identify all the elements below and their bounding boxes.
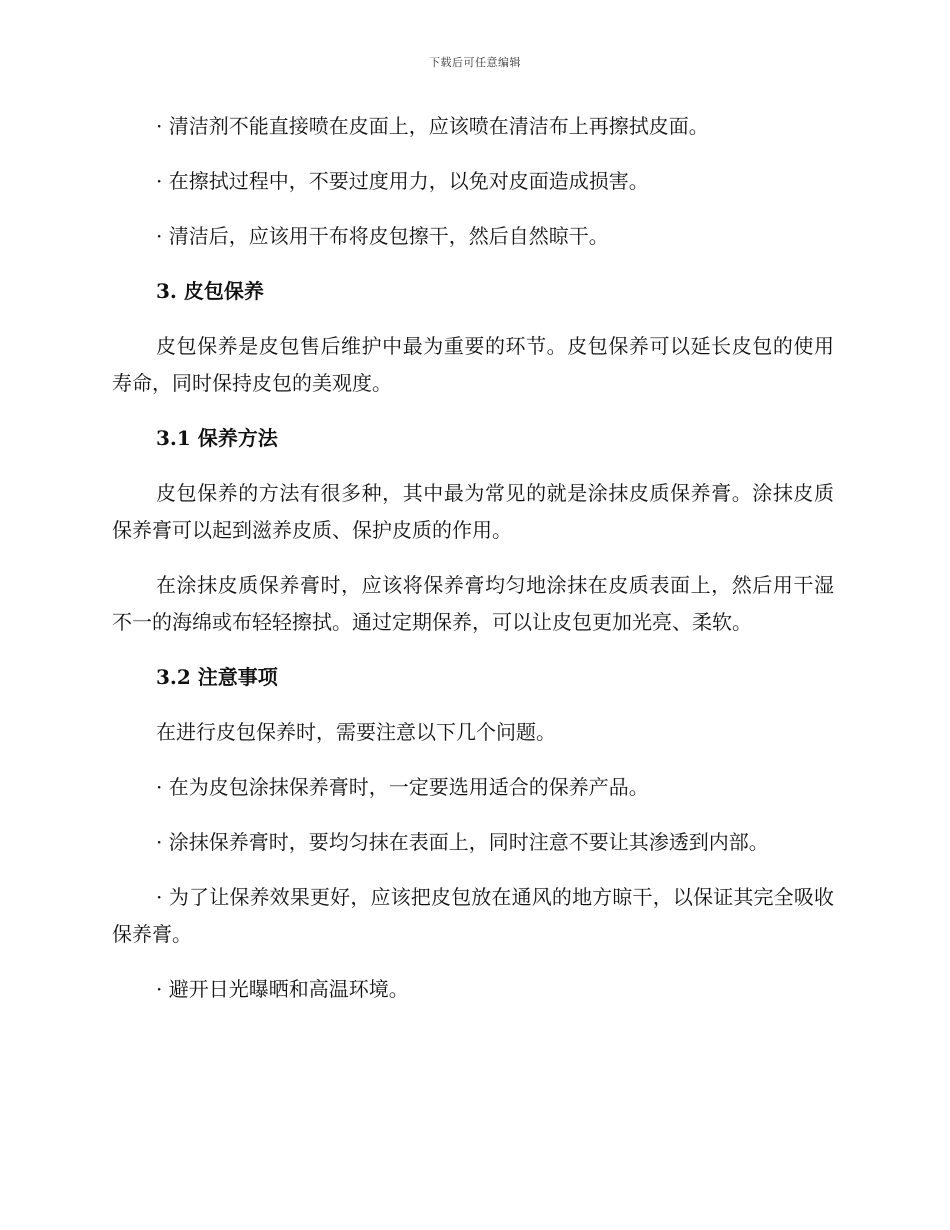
document-body bbox=[112, 108, 834, 1026]
section-3-1-paragraph: 皮包保养的方法有很多种，其中最为常见的就是涂抹皮质保养膏。涂抹皮质保养膏可以起到滋养皮质、保护皮质的作用。 bbox=[112, 481, 834, 542]
bullet-item: · 清洁剂不能直接喷在皮面上，应该喷在清洁布上再擦拭皮面。 bbox=[156, 114, 709, 138]
section-3-1-paragraph: 在涂抹皮质保养膏时，应该将保养膏均匀地涂抹在皮质表面上，然后用干湿不一的海绵或布轻轻擦拭。通过定期保养，可以让皮包更加光亮、柔软。 bbox=[112, 573, 834, 634]
bullet-item: · 清洁后，应该用干布将皮包擦干，然后自然晾干。 bbox=[156, 224, 609, 248]
bullet-item: · 为了让保养效果更好，应该把皮包放在通风的地方晾干，以保证其完全吸收保养膏。 bbox=[112, 885, 834, 946]
section-heading-3-2: 3.2 注意事项 bbox=[156, 665, 278, 689]
bullet-item: · 在擦拭过程中，不要过度用力，以免对皮面造成损害。 bbox=[156, 169, 649, 193]
section-heading-3-1: 3.1 保养方法 bbox=[156, 426, 278, 450]
section-heading-3: 3. 皮包保养 bbox=[156, 279, 264, 303]
section-3-intro: 皮包保养是皮包售后维护中最为重要的环节。皮包保养可以延长皮包的使用寿命，同时保持皮包的美观度。 bbox=[112, 334, 834, 395]
section-3-2-intro: 在进行皮包保养时，需要注意以下几个问题。 bbox=[156, 720, 556, 744]
bullet-item: · 涂抹保养膏时，要均匀抹在表面上，同时注意不要让其渗透到内部。 bbox=[156, 830, 769, 854]
bullet-item: · 在为皮包涂抹保养膏时，一定要选用适合的保养产品。 bbox=[156, 775, 649, 799]
page-header: 下载后可任意编辑 bbox=[429, 56, 521, 69]
bullet-item: · 避开日光曝晒和高温环境。 bbox=[156, 977, 409, 1001]
